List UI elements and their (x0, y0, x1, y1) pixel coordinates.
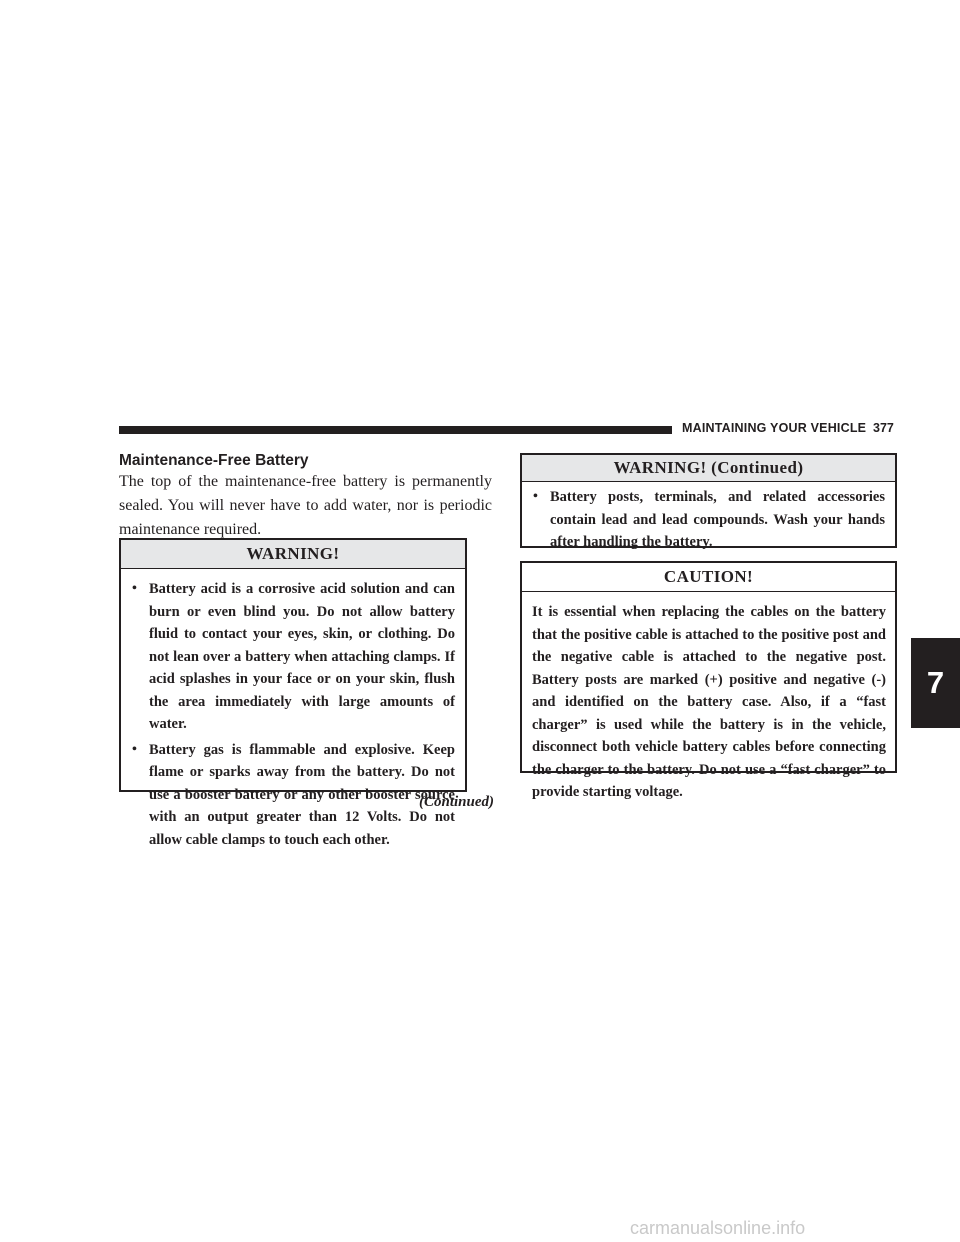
warning-item-text: Battery posts, terminals, and related accessories contain lead and lead compounds. Wash your hands after handling the battery. (550, 489, 885, 550)
page-number: 377 (873, 421, 894, 435)
warning-item (524, 486, 885, 554)
warning-continued-list (524, 486, 885, 554)
warning-item-text: Battery acid is a corrosive acid solution and can burn or even blind you. Do not allow battery fluid to contact your eyes, skin, or clothing. Do not lean over a battery when attaching clamps. If acid splashes in your face or on your skin, flush the area immediately with large amounts of water. (149, 581, 455, 732)
bullet-icon: • (132, 581, 137, 596)
continued-note: (Continued) (418, 794, 494, 810)
running-header-title: MAINTAINING YOUR VEHICLE (682, 421, 867, 435)
chapter-tab: 7 (911, 638, 960, 728)
intro-paragraph: The top of the maintenance-free battery is permanently sealed. You will never have to add water, nor is periodic maintenance required. (119, 473, 492, 538)
watermark: carmanualsonline.info (630, 1218, 806, 1238)
bullet-icon: • (132, 741, 137, 757)
caution-box (520, 561, 897, 800)
caution-title: CAUTION! (522, 563, 895, 592)
warning-title: WARNING! (121, 540, 465, 569)
warning-item (123, 578, 455, 736)
warning-continued-title: WARNING! (Continued) (522, 455, 895, 482)
warning-continued-box (520, 453, 897, 548)
section-heading: Maintenance-Free Battery (119, 452, 309, 469)
header-rule (119, 426, 672, 434)
bullet-icon: • (533, 489, 538, 504)
caution-text: It is essential when replacing the cables on the battery that the positive cable is attached to the positive post and the negative cable is attached to the negative post. Battery posts are marked (+) positive and negative (-) and identified on the battery case. Also, if a “fast charger” is used while the battery is in the vehicle, disconnect both vehicle battery cables before connecting the charger to the battery. Do not use a “fast charger” to provide starting voltage. (532, 604, 886, 800)
warning-item-text: Battery gas is flammable and explosive. Keep flame or sparks away from the battery. Do not use a booster battery or any other booster source with an output greater than 12 Volts. Do not allow cable clamps to touch each other. (149, 741, 455, 848)
